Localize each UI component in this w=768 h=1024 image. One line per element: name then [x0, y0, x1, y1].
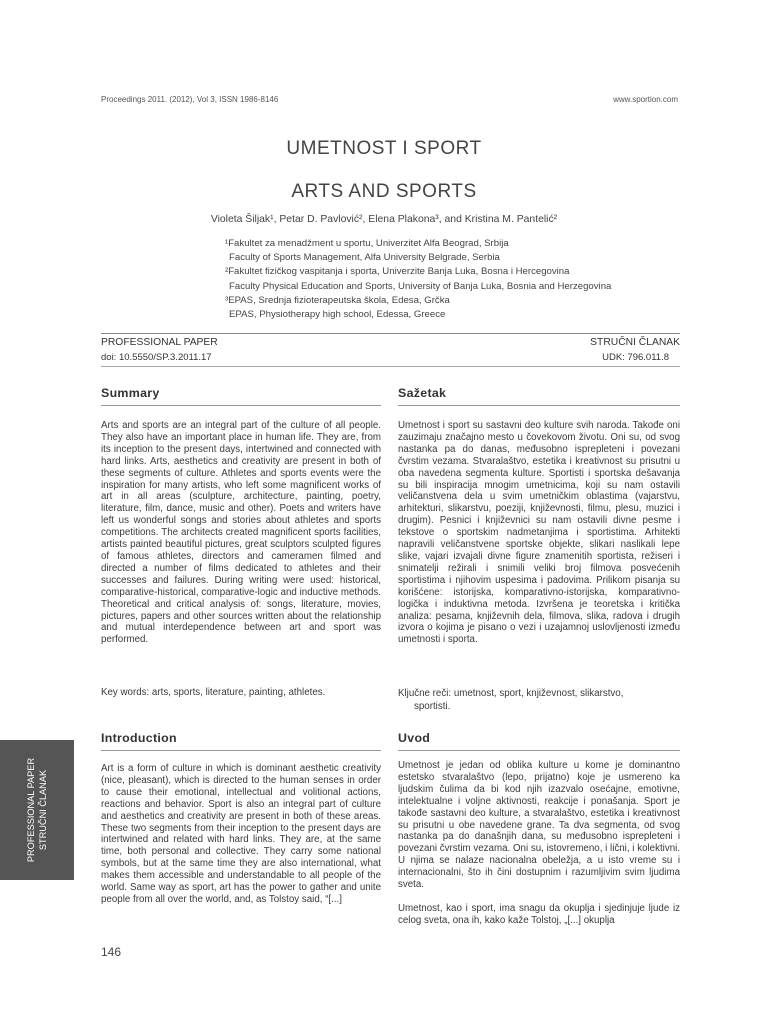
- summary-heading: Summary: [101, 386, 160, 400]
- introduction-heading: Introduction: [101, 731, 177, 745]
- udk-code: UDK: 796.011.8: [602, 352, 669, 363]
- website-link[interactable]: www.sportion.com: [613, 95, 678, 104]
- summary-underline: [101, 405, 381, 406]
- uvod-underline: [398, 750, 680, 751]
- affiliation-line: ²Fakultet fizičkog vaspitanja i sporta, Univerzite Banja Luka, Bosna i Hercegovina: [225, 266, 570, 278]
- sazetak-keywords-line: Ključne reči: umetnost, sport, književnost, slikarstvo,: [398, 688, 624, 699]
- section-tab: [0, 740, 74, 880]
- section-tab-label: [25, 758, 49, 862]
- uvod-text-continued: Umetnost, kao i sport, ima snagu da okuplja i sjedinjuje ljude iz celog sveta, ona ih, kako kaže Tolstoj, „[...] okuplja: [398, 903, 680, 926]
- summary-keywords: Key words: arts, sports, literature, painting, athletes.: [101, 687, 326, 698]
- page-number: 146: [101, 945, 122, 959]
- section-tab-line: PROFESSIONAL PAPER: [26, 757, 36, 863]
- meta-divider: [101, 366, 680, 367]
- sazetak-underline: [398, 405, 680, 406]
- affiliation-line: EPAS, Physiotherapy high school, Edessa, Greece: [229, 309, 446, 321]
- sazetak-text: Umetnost i sport su sastavni deo kulture svih naroda. Takođe oni zauzimaju značajno mesto u čovekovom životu. Oni su, od svog nastanka pa do danas, međusobno isprepleteni i povezani čvrstim vezama. Stvaralaštvo, estetika i kreativnost su prisutni u oba navedena segmenta kulture. Sportisti i sportska dešavanja su bili inspiracija mnogim umetnicima, koji su nam ostavili veličanstvena dela u svim umetničkim oblastima (vajarstvu, arhitekturi, slikarstvu, poeziji, književnosti, filmu, plesu, muzici i drugim). Pesnici i književnici su nam ostavili divne pesme i tekstove o sportskim nadmetanjima i sportistima. Arhitekti napravili veličanstvene sportske objekte, slikari naslikali lepe slike, vajari izvajali divne figure znamenitih sportista, režiseri i snimatelji režirali i snimili veliki broj filmova posvećenih sportistima i njihovim uspesima i padovima. Prilikom pisanja su korišćene: istorijska, komparativno-istorijska, komparativno-logička i induktivna metoda. Izvršena je teoretska i kritička analiza: pesama, književnih dela, filmova, slika, radova i drugih izvora o kojima je pisano o vezi i uzajamnoj uslovljenosti između umetnosti i sporta.: [398, 420, 680, 646]
- affiliation-line: Faculty Physical Education and Sports, University of Banja Luka, Bosnia and Herzegovina: [229, 280, 612, 292]
- sazetak-keywords-line: sportisti.: [414, 701, 451, 712]
- affiliation-line: Faculty of Sports Management, Alfa University Belgrade, Serbia: [229, 252, 500, 264]
- affiliation-list: [225, 237, 611, 322]
- title-local: UMETNOST I SPORT: [286, 138, 482, 159]
- introduction-underline: [101, 750, 381, 751]
- section-tab-line: STRUČNI ČLANAK: [38, 769, 48, 851]
- uvod-text: Umetnost je jedan od oblika kulture u kome je dominantno estetsko stvaralaštvo (lepo, prijatno) koje je usmereno ka ljudskim čulima da bi kod njih izazvalo osećajne, emotivne, intelektualne i voljne aktivnosti, reakcije i ponašanja. Sport je takođe sastavni deo kulture, a stvaralaštvo, estetika i kreativnost su prisutni u obe navedene grane. Ta dva segmenta, od svog nastanka pa do današnjih dana, su međusobno isprepleteni i povezani čvrstim vezama. Oni su, istovremeno, i lični, i kolektivni. U njima se nalaze nacionalna obeležja, a u isto vreme su i internacionalni, što ih čini dostupnim i razumljivim svim ljudima sveta.: [398, 760, 680, 891]
- doi[interactable]: doi: 10.5550/SP.3.2011.17: [101, 352, 212, 363]
- author-list: Violeta Šiljak¹, Petar D. Pavlović², Elena Plakona³, and Kristina M. Pantelić²: [210, 214, 558, 225]
- introduction-text: Art is a form of culture in which is dominant aesthetic creativity (nice, pleasant), which is directed to the human senses in order to cause their emotional, intellectual and volitional actions, reactions and behavior. Sport is also an integral part of culture and aesthetics and creativity are present in both of these areas. These two segments from their inception to the present days are intertwined and related with hard links. They are, at the same time, both personal and collective. They carry some national symbols, but at the same time they are also international, what makes them accessible and understandable to all people of the world. Same way as sport, art has the power to gather and unite people from all over the world, and, as Tolstoy said, “[...]: [101, 763, 381, 905]
- top-divider: [101, 333, 680, 334]
- affiliation-line: ³EPAS, Srednja fizioterapeutska škola, Edesa, Grčka: [225, 294, 450, 306]
- journal-reference: Proceedings 2011. (2012), Vol 3, ISSN 1986-8146: [101, 95, 279, 104]
- title-english: ARTS AND SPORTS: [291, 181, 477, 202]
- paper-type-local: STRUČNI ČLANAK: [590, 337, 680, 348]
- uvod-heading: Uvod: [398, 731, 431, 745]
- sazetak-keywords: [398, 687, 680, 713]
- sazetak-heading: Sažetak: [398, 386, 447, 400]
- affiliation-line: ¹Fakultet za menadžment u sportu, Univerzitet Alfa Beograd, Srbija: [225, 238, 509, 249]
- summary-text: Arts and sports are an integral part of the culture of all people. They also have an important place in human life. They are, from its inception to the present days, intertwined and connected with hard links. Arts, aesthetics and creativity are present in both of these segments of culture. Athletes and sports events were the inspiration for many artists, who left some magnificent works of art in all areas (sculpture, architecture, painting, poetry, literature, film, dance, music and other). Poets and writers have left us wonderful songs and stories about athletes and sports competitions. The architects created magnificent sports facilities, artists painted beautiful pictures, great sculptors sculpted figures of famous athletes, directors and cameramen filmed and directed a number of films dedicated to athletes and their successes and failures. During writing were used: historical, comparative-historical, comparative-logic and inductive methods. Theoretical and critical analysis of: songs, literature, movies, pictures, papers and other sources written about the relationship and mutual interdependence between art and sport was performed.: [101, 420, 381, 646]
- paper-type-english: PROFESSIONAL PAPER: [101, 337, 218, 348]
